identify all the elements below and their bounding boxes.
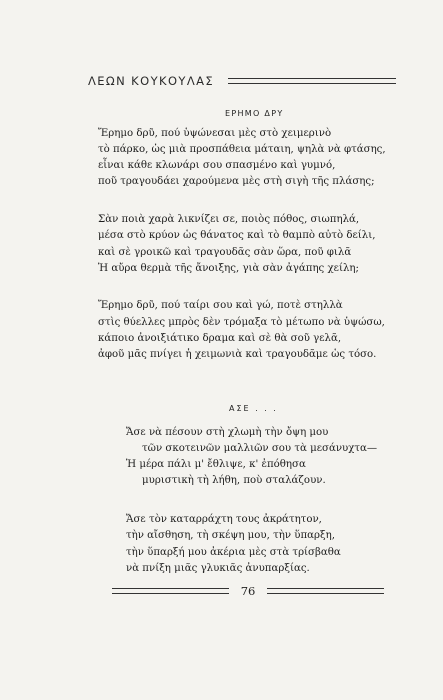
poem1-line: μέσα στὸ κρύον ὡς θάνατος καὶ τὸ θαμπὸ αὐτὸ δείλι, (98, 230, 376, 241)
poem1-line: εἶναι κάθε κλωνάρι σου σπασμένο καὶ γυμνό, (98, 160, 336, 171)
poem2-line: Ἄσε νὰ πέσουν στὴ χλωμὴ τὴν ὄψη μου (126, 427, 329, 438)
poem1-line: Ἔρημο δρῦ, πού ταίρι σου καὶ γώ, ποτὲ στηλλὰ (98, 300, 343, 311)
footer-rule-left (112, 588, 229, 594)
poem1-line: καὶ σὲ γροικῶ καὶ τραγουδᾶς σὰν ὥρα, ποῦ φιλᾶ (98, 247, 352, 258)
poem1-line: ἀφοῦ μᾶς πνίγει ἡ χειμωνιὰ καὶ τραγουδᾶμε ὡς τόσο. (98, 349, 377, 360)
header-double-rule (228, 78, 396, 84)
footer-rule-right (267, 588, 384, 594)
page-footer (112, 583, 384, 599)
poem2-line: τῶν σκοτεινῶν μαλλιῶν σου τὰ μεσάνυχτα— (142, 443, 378, 454)
poem-title-ase: ΑΣΕ . . . (229, 404, 278, 413)
poem1-line: ποῦ τραγουδάει χαρούμενα μὲς στὴ σιγὴ τῆς πλάσης; (98, 176, 375, 187)
poem2-line: τὴν ὕπαρξή μου ἀκέρια μὲς στὰ τρίσβαθα (126, 547, 341, 558)
poem2-line: μυριστικὴ τὴ λήθη, ποὺ σταλάζουν. (142, 475, 326, 486)
poem2-line: τὴν αἴσθηση, τὴ σκέψη μου, τὴν ὕπαρξη, (126, 530, 335, 541)
author-name: ΛΕΩΝ ΚΟΥΚΟΥΛΑΣ (88, 74, 215, 88)
page-number: 76 (240, 584, 256, 598)
poem1-line: Ἡ αὔρα θερμὰ τῆς ἄνοιξης, γιὰ σὰν ἀγάπης χείλη; (98, 263, 359, 274)
poem1-line: Σὰν ποιὰ χαρὰ λικνίζει σε, ποιὸς πόθος, σιωπηλά, (98, 214, 360, 225)
poem1-line: στὶς θύελλες μπρὸς δὲν τρόμαξα τὸ μέτωπο νὰ ὑψώσω, (98, 317, 385, 328)
poem1-line: κάποιο ἀνοιξιάτικο δραμα καὶ σὲ θὰ σοῦ γελᾶ, (98, 333, 342, 344)
poem1-line: τὸ πάρκο, ὡς μιὰ προσπάθεια μάταιη, ψηλὰ νὰ φτάσης, (98, 144, 386, 155)
poem2-line: Ἡ μέρα πάλι μ' ἔθλιψε, κ' ἐπόθησα (126, 459, 306, 470)
poem2-line: νὰ πνίξη μιᾶς γλυκιᾶς ἀνυπαρξίας. (126, 563, 310, 574)
poem-title-erimo-dry: ΕΡΗΜΟ ΔΡΥ (225, 109, 284, 118)
poem1-line: Ἔρημο δρῦ, πού ὑψώνεσαι μὲς στὸ χειμερινὸ (98, 128, 332, 139)
poem2-line: Ἄσε τὸν καταρράχτη τους ἀκράτητον, (126, 514, 322, 525)
running-header (88, 71, 396, 91)
